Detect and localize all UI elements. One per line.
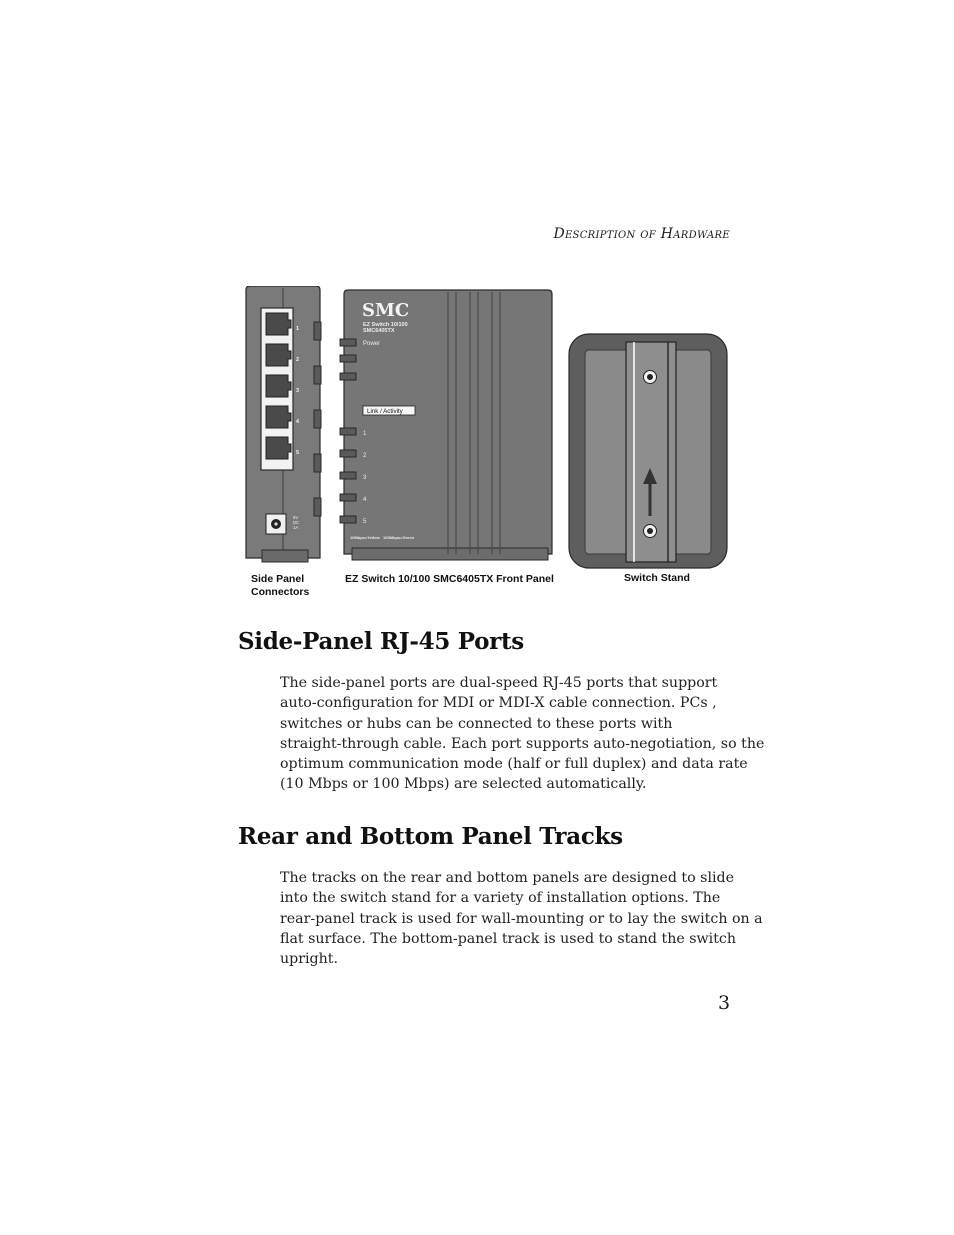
body-line: switches or hubs can be connected to these ports with: [280, 715, 673, 732]
body-line: straight-through cable. Each port supports auto-negotiation, so the: [280, 735, 765, 752]
power-label: Power: [363, 341, 381, 347]
section-heading-tracks: Rear and Bottom Panel Tracks: [238, 823, 623, 850]
model-line-2: SMC6405TX: [363, 328, 395, 334]
running-head: Description of Hardware: [553, 226, 730, 242]
body-line: into the switch stand for a variety of installation options. The: [280, 890, 721, 907]
front-port-number: 3: [363, 475, 367, 481]
front-port-number: 4: [363, 497, 367, 503]
hardware-figure: [236, 286, 736, 606]
body-line: (10 Mbps or 100 Mbps) are selected automatically.: [280, 776, 647, 793]
body-line: optimum communication mode (half or full duplex) and data rate: [280, 756, 748, 773]
side-port-number: 1: [296, 326, 300, 332]
front-port-number: 2: [363, 453, 367, 459]
hardware-illustration: [236, 286, 736, 586]
side-panel-drawing: [246, 286, 321, 562]
side-port-number: 2: [296, 357, 300, 363]
front-port-number: 5: [363, 519, 367, 525]
body-line: The tracks on the rear and bottom panels are designed to slide: [280, 870, 734, 886]
smc-logo: SMC: [362, 300, 410, 321]
power-jack-label: 5V: [293, 515, 299, 520]
power-jack-label: DC: [293, 520, 300, 525]
side-port-number: 3: [296, 388, 300, 394]
body-line: auto-configuration for MDI or MDI-X cable connection. PCs ,: [280, 695, 717, 712]
page-number: 3: [718, 992, 731, 1014]
link-activity-label: Link / Activity: [367, 408, 403, 415]
section-heading-rj45: Side-Panel RJ-45 Ports: [238, 628, 524, 655]
side-port-number: 5: [296, 450, 300, 456]
body-line: The side-panel ports are dual-speed RJ-45 ports that support: [280, 675, 718, 691]
front-port-number: 1: [363, 431, 367, 437]
section-body-rj45: [280, 673, 765, 795]
switch-stand-drawing: [569, 334, 727, 568]
model-line-1: EZ Switch 10/100: [363, 322, 408, 328]
body-line: rear-panel track is used for wall-mounting or to lay the switch on a: [280, 910, 763, 927]
section-body-tracks: [280, 868, 763, 969]
switch-stand-caption: Switch Stand: [624, 572, 690, 584]
side-port-number: 4: [296, 419, 300, 425]
side-panel-caption-line2: Connectors: [251, 586, 310, 598]
speed-legend: 10Mbps=Yellow 100Mbps=Green: [350, 535, 415, 540]
power-jack-label: 1A: [293, 525, 299, 530]
front-panel-caption: EZ Switch 10/100 SMC6405TX Front Panel: [345, 573, 554, 585]
side-panel-caption: [251, 573, 309, 599]
body-line: flat surface. The bottom-panel track is used to stand the switch: [280, 930, 736, 947]
body-line: upright.: [280, 951, 338, 968]
side-panel-caption-line1: Side Panel: [251, 573, 305, 585]
